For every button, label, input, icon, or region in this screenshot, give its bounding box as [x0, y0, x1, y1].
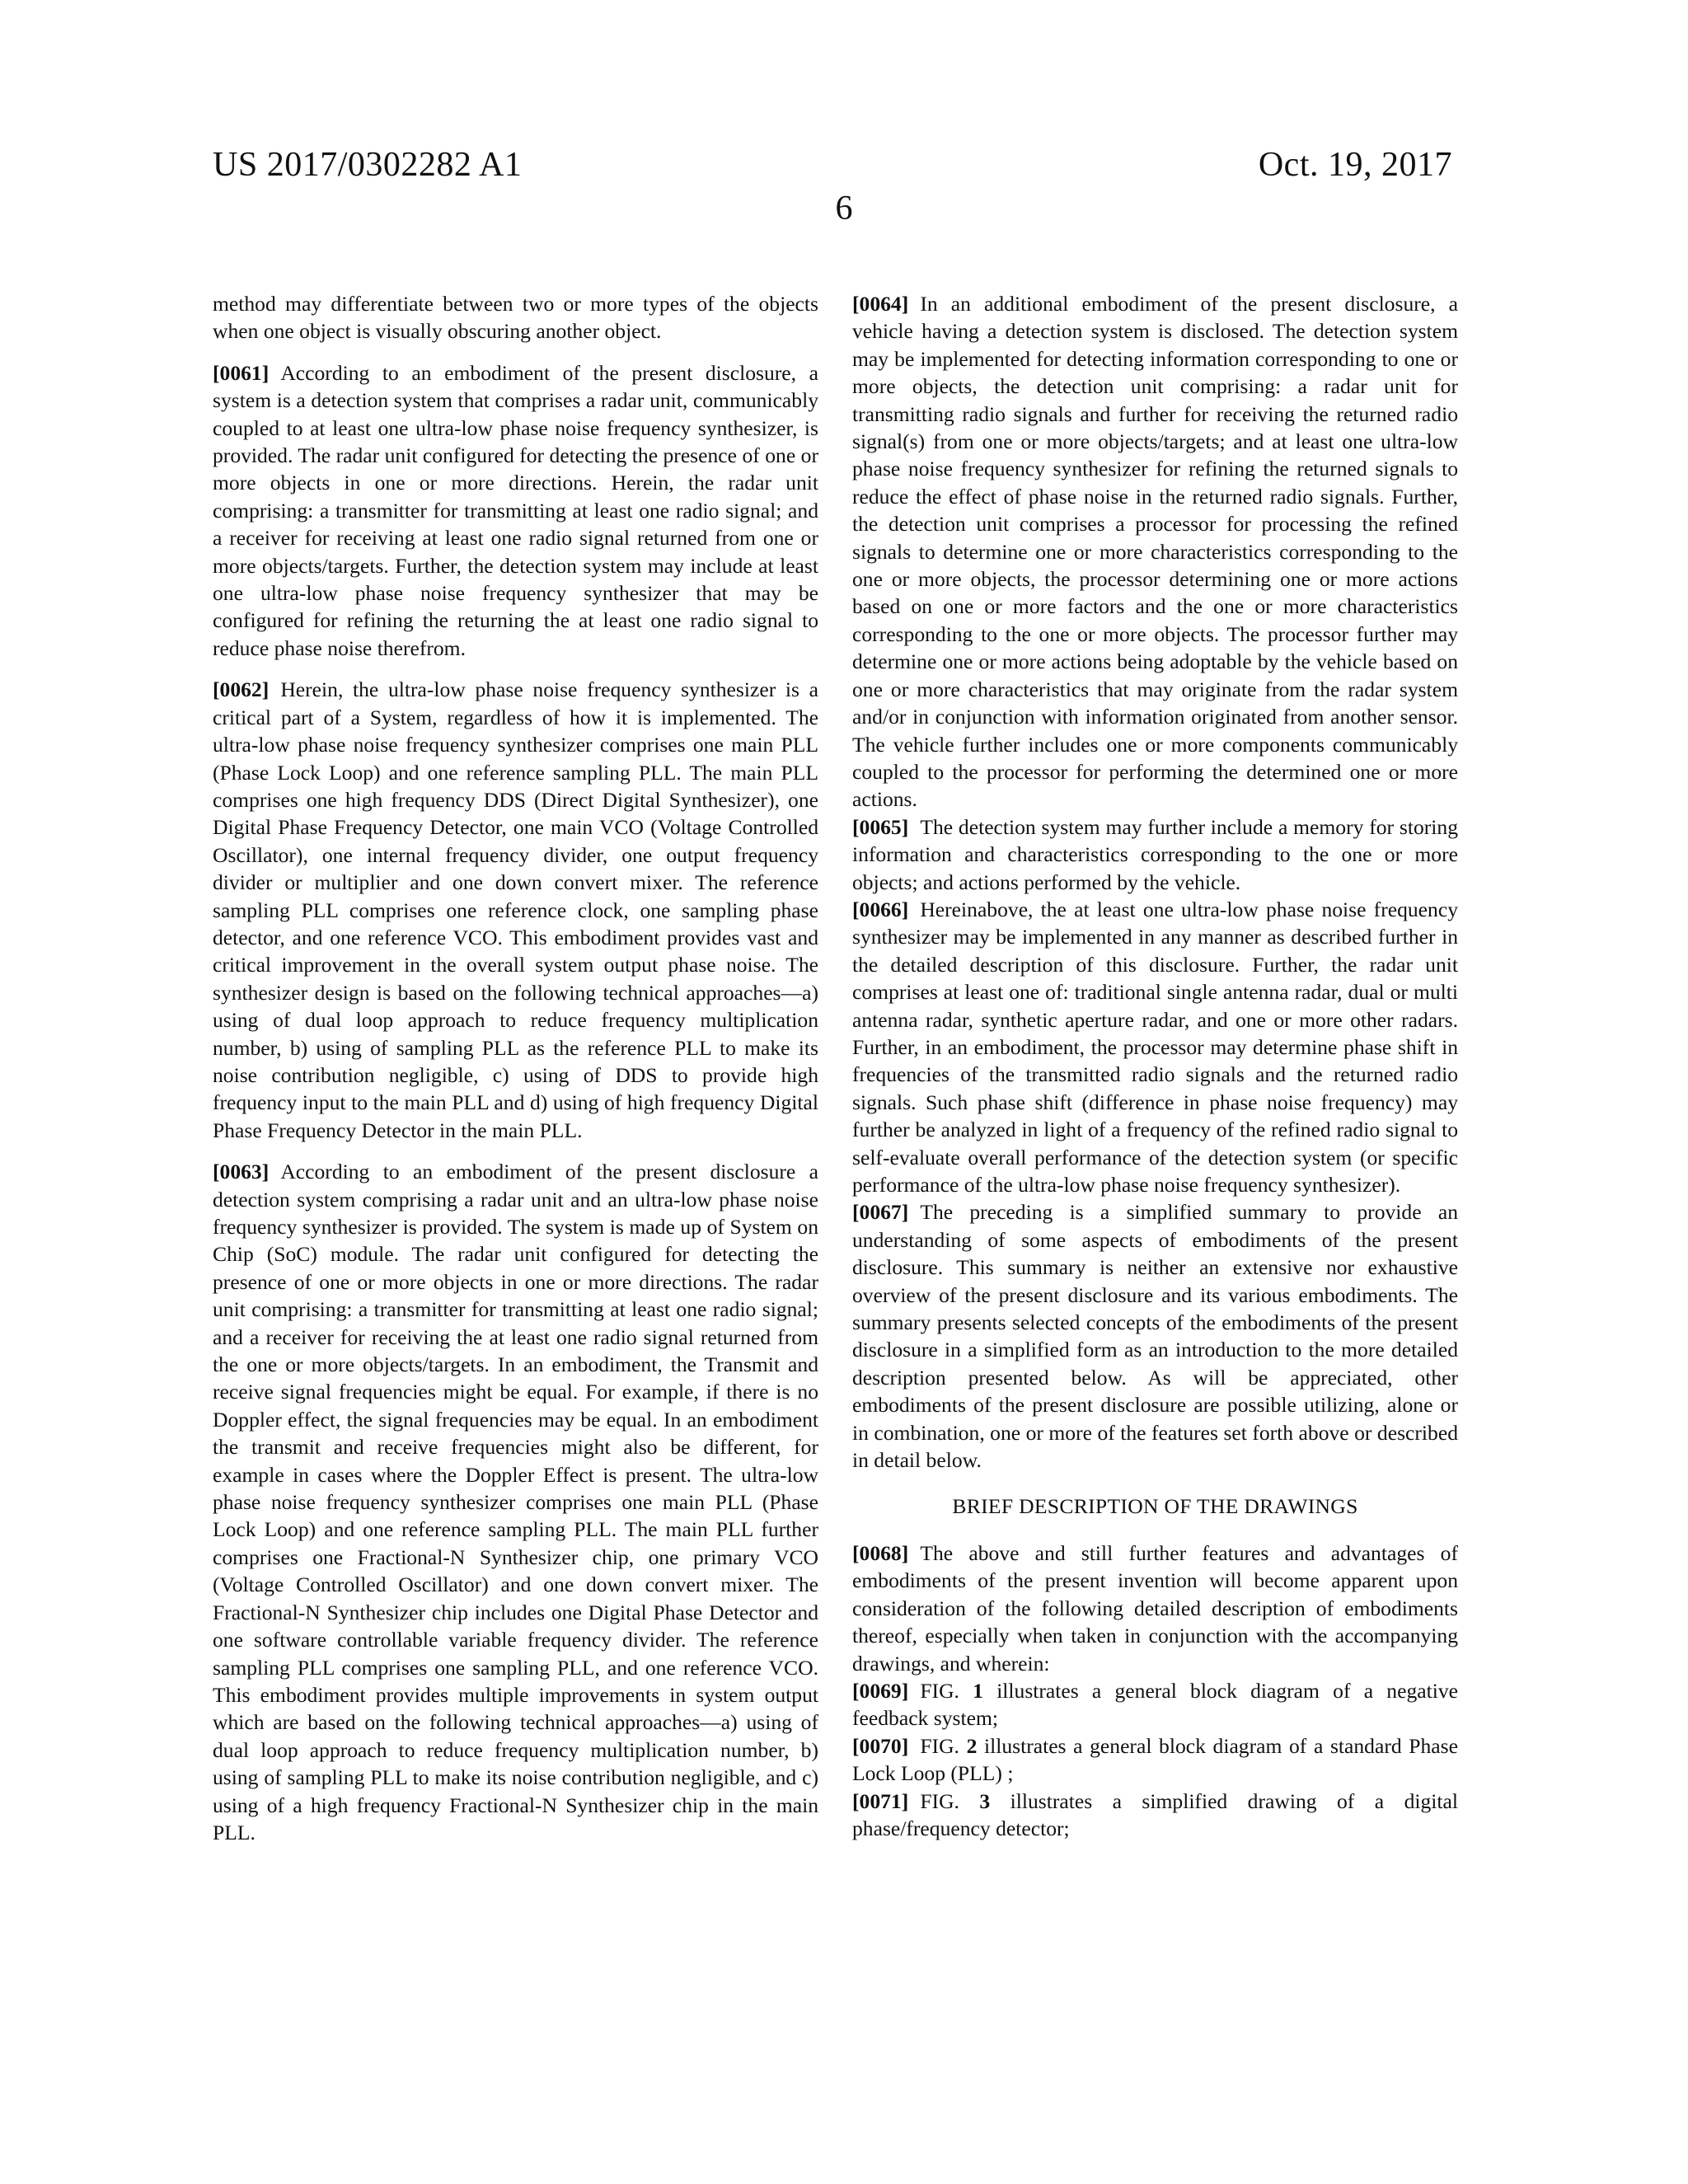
section-heading: BRIEF DESCRIPTION OF THE DRAWINGS — [952, 1494, 1358, 1519]
paragraph-text: illustrates a simplified drawing of a digital phase/frequency detector; — [852, 1788, 1458, 1840]
publication-number: US 2017/0302282 A1 — [213, 146, 523, 184]
paragraph-0066 — [852, 896, 1458, 1198]
paragraph-text: Hereinabove, the at least one ultra-low phase noise frequency synthesizer may be implemented in any manner as described further in the detailed description of this disclosure. Further, the radar unit comprises at least one of: traditional single antenna radar, dual or multi antenna radar, synthetic aperture radar, and one or more other radars. Further, in an embodiment, the processor may determine phase shift in frequencies of the transmitted radio signals and the returned radio signals. Such phase shift (difference in phase noise frequency) may further be analyzed in light of a frequency of the refined radio signal to self-evaluate overall performance of the detection system (or specific performance of the ultra-low phase noise frequency synthesizer). — [852, 897, 1458, 1197]
right-column — [852, 290, 1458, 1842]
paragraph-number: [0069] — [852, 1678, 909, 1703]
paragraph-number: [0065] — [852, 814, 909, 839]
paragraph-0061 — [213, 359, 818, 662]
paragraph-text: In an additional embodiment of the present disclosure, a vehicle having a detection system is disclosed. The detection system may be implemented for detecting information corresponding to one or more objects, the detection unit comprising: a radar unit for transmitting radio signals and further for receiving the returned radio signal(s) from one or more objects/targets; and at least one ultra-low phase noise frequency synthesizer for refining the returned signals to reduce the effect of phase noise in the returned radio signals. Further, the detection unit comprises a processor for processing the refined signals to determine one or more characteristics corresponding to the one or more objects, the processor determining one or more actions based on one or more factors and the one or more characteristics corresponding to the one or more objects. The processor further may determine one or more actions being adoptable by the vehicle based on one or more characteristics that may originate from the radar system and/or in conjunction with information originated from another sensor. The vehicle further includes one or more components communicably coupled to the processor for performing the determined one or more actions. — [852, 292, 1458, 812]
paragraph-number: [0071] — [852, 1788, 909, 1813]
paragraph-text: The detection system may further include a memory for storing information and characteristics corresponding to the one or more objects; and actions performed by the vehicle. — [852, 814, 1458, 894]
paragraph-number: [0061] — [213, 360, 270, 385]
paragraph-number: [0064] — [852, 292, 909, 316]
paragraph-0064 — [852, 290, 1458, 813]
fig-prefix: FIG. — [920, 1788, 959, 1813]
fig-prefix: FIG. — [920, 1733, 959, 1758]
page-number: 6 — [835, 190, 853, 227]
left-column — [213, 290, 818, 1860]
paragraph-number: [0068] — [852, 1540, 909, 1565]
paragraph-0068 — [852, 1540, 1458, 1677]
paragraph-0070 — [852, 1732, 1458, 1788]
paragraph-text: Herein, the ultra-low phase noise frequency synthesizer is a critical part of a System, regardless of how it is implemented. The ultra-low phase noise frequency synthesizer comprises one main PLL (Phase Lock Loop) and one reference sampling PLL. The main PLL comprises one high frequency DDS (Direct Digital Synthesizer), one Digital Phase Frequency Detector, one main VCO (Voltage Controlled Oscillator), one internal frequency divider, one output frequency divider or multiplier and one down convert mixer. The reference sampling PLL comprises one reference clock, one sampling phase detector, and one reference VCO. This embodiment provides vast and critical improvement in the overall system output phase noise. The synthesizer design is based on the following technical approaches—a) using of dual loop approach to reduce frequency multiplication number, b) using of sampling PLL as the reference PLL to make its noise contribution negligible, c) using of DDS to provide high frequency input to the main PLL and d) using of high frequency Digital Phase Frequency Detector in the main PLL. — [213, 677, 818, 1142]
paragraph-text: The preceding is a simplified summary to provide an understanding of some aspects of embodiments of the present disclosure. This summary is neither an extensive nor exhaustive overview of the present disclosure and its various embodiments. The summary presents selected concepts of the embodiments of the present disclosure in a simplified form as an introduction to the more detailed description presented below. As will be appreciated, other embodiments of the present disclosure are possible utilizing, alone or in combination, one or more of the features set forth above or described in detail below. — [852, 1200, 1458, 1473]
paragraph-text: illustrates a general block diagram of a standard Phase Lock Loop (PLL) ; — [852, 1733, 1458, 1786]
publication-date: Oct. 19, 2017 — [1258, 146, 1452, 184]
paragraph-number: [0067] — [852, 1200, 909, 1225]
paragraph-number: [0066] — [852, 897, 909, 921]
fig-number: 2 — [966, 1733, 978, 1758]
paragraph-text: According to an embodiment of the present disclosure, a system is a detection system that comprises a radar unit, communicably coupled to at least one ultra-low phase noise frequency synthesizer, is provided. The radar unit configured for detecting the presence of one or more objects in one or more directions. Herein, the radar unit comprising: a transmitter for transmitting at least one radio signal; and a receiver for receiving at least one radio signal returned from one or more objects/targets. Further, the detection system may include at least one ultra-low phase noise frequency synthesizer that may be configured for refining the returning the at least one radio signal to reduce phase noise therefrom. — [213, 360, 818, 660]
paragraph-number: [0070] — [852, 1733, 909, 1758]
paragraph-number: [0062] — [213, 677, 270, 702]
paragraph-text: method may differentiate between two or more types of the objects when one object is visually obscuring another object. — [213, 292, 818, 344]
paragraph-0062 — [213, 676, 818, 1144]
paragraph-0071 — [852, 1788, 1458, 1843]
paragraph-text: According to an embodiment of the present disclosure a detection system comprising a radar unit and an ultra-low phase noise frequency synthesizer is provided. The system is made up of System on Chip (SoC) module. The radar unit configured for detecting the presence of one or more objects in one or more directions. The radar unit comprising: a transmitter for transmitting at least one radio signal; and a receiver for receiving the at least one radio signal returned from the one or more objects/targets. In an embodiment, the Transmit and receive signal frequencies might be equal. For example, if there is no Doppler effect, the signal frequencies may be equal. In an embodiment the transmit and receive frequencies might also be different, for example in cases where the Doppler Effect is present. The ultra-low phase noise frequency synthesizer comprises one main PLL (Phase Lock Loop) and one reference sampling PLL. The main PLL further comprises one Fractional-N Synthesizer chip, one primary VCO (Voltage Controlled Oscillator) and one down convert mixer. The Fractional-N Synthesizer chip includes one Digital Phase Detector and one software controllable variable frequency divider. The reference sampling PLL comprises one sampling PLL, and one reference VCO. This embodiment provides multiple improvements in system output which are based on the following technical approaches—a) using of dual loop approach to reduce frequency multiplication number, b) using of sampling PLL to make its noise contribution negligible, and c) using of a high frequency Fractional-N Synthesizer chip in the main PLL. — [213, 1160, 818, 1844]
paragraph-0067 — [852, 1198, 1458, 1474]
paragraph-0063 — [213, 1158, 818, 1846]
fig-number: 1 — [973, 1678, 983, 1703]
fig-prefix: FIG. — [920, 1678, 959, 1703]
paragraph-text: The above and still further features and advantages of embodiments of the present invention will become apparent upon consideration of the following detailed description of embodiments thereof, especially when taken in conjunction with the accompanying drawings, and wherein: — [852, 1540, 1458, 1675]
paragraph-text: illustrates a general block diagram of a negative feedback system; — [852, 1678, 1458, 1731]
continuation-paragraph — [213, 290, 818, 345]
paragraph-number: [0063] — [213, 1160, 270, 1184]
paragraph-0065 — [852, 813, 1458, 896]
paragraph-0069 — [852, 1677, 1458, 1732]
fig-number: 3 — [979, 1788, 991, 1813]
